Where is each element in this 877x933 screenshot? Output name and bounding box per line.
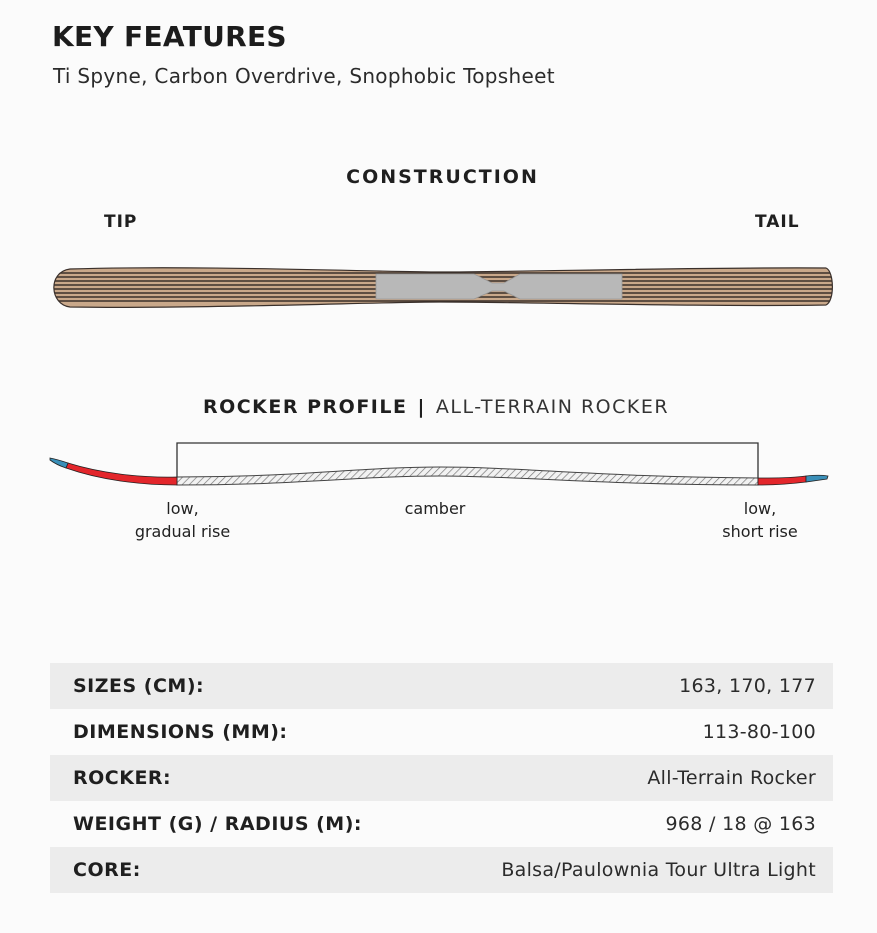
spec-label: DIMENSIONS (MM): bbox=[73, 721, 288, 743]
rocker-profile-graphic bbox=[0, 440, 877, 495]
spec-label: WEIGHT (G) / RADIUS (M): bbox=[73, 813, 362, 835]
tail-label: TAIL bbox=[755, 212, 800, 232]
spec-value: 113-80-100 bbox=[702, 721, 816, 743]
ski-construction-graphic bbox=[0, 255, 877, 320]
rocker-separator: | bbox=[417, 396, 426, 418]
rocker-profile-value: ALL-TERRAIN ROCKER bbox=[435, 396, 670, 418]
spec-row-dimensions bbox=[50, 709, 833, 755]
spec-row-sizes bbox=[50, 663, 833, 709]
tail-rocker bbox=[758, 476, 806, 485]
tip-label: TIP bbox=[104, 212, 138, 232]
spec-value: 163, 170, 177 bbox=[679, 675, 816, 697]
spec-label: ROCKER: bbox=[73, 767, 172, 789]
spec-value: All-Terrain Rocker bbox=[647, 767, 816, 789]
camber-section bbox=[177, 467, 758, 485]
spec-value: Balsa/Paulownia Tour Ultra Light bbox=[501, 859, 816, 881]
specs-table bbox=[50, 663, 833, 893]
rocker-label-camber: camber bbox=[404, 499, 466, 518]
key-features-subtitle: Ti Spyne, Carbon Overdrive, Snophobic Topsheet bbox=[53, 64, 555, 88]
spec-row-rocker bbox=[50, 755, 833, 801]
rocker-profile-label: ROCKER PROFILE bbox=[202, 396, 408, 418]
ski-body bbox=[40, 255, 840, 320]
key-features-title: KEY FEATURES bbox=[52, 20, 287, 53]
spec-label: CORE: bbox=[73, 859, 141, 881]
spec-row-weight-radius bbox=[50, 801, 833, 847]
rocker-label-tip: low, gradual rise bbox=[134, 499, 231, 541]
tail-end bbox=[806, 475, 828, 482]
spec-value: 968 / 18 @ 163 bbox=[665, 813, 816, 835]
tip-end bbox=[50, 458, 68, 468]
rocker-label-tail: low, short rise bbox=[722, 499, 798, 541]
rocker-profile-title bbox=[0, 396, 872, 418]
tip-rocker bbox=[66, 463, 177, 485]
construction-title: CONSTRUCTION bbox=[346, 166, 539, 188]
spec-label: SIZES (CM): bbox=[73, 675, 205, 697]
spec-row-core bbox=[50, 847, 833, 893]
